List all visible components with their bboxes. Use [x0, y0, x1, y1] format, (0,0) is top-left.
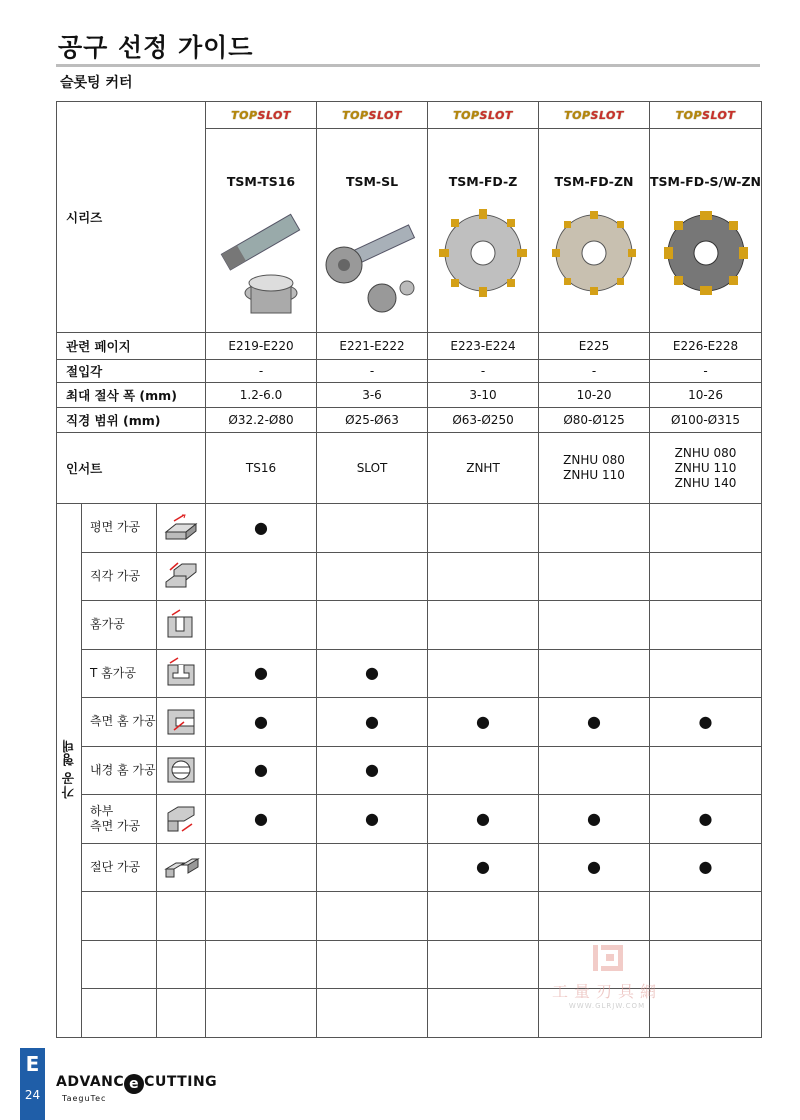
applicability-cell [650, 552, 762, 601]
applicability-cell [428, 601, 539, 650]
operation-name-line: 측면 가공 [90, 818, 141, 833]
section-tab [20, 1048, 45, 1120]
operation-name [82, 795, 157, 844]
operation-name-line: 평면 가공 [90, 520, 141, 535]
series-label: 시리즈 [57, 102, 206, 333]
operation-row [57, 795, 762, 844]
applicability-cell [206, 601, 317, 650]
insert-value [650, 433, 762, 504]
watermark-logo-icon [587, 943, 627, 975]
applicability-cell [206, 746, 317, 795]
series-name: TSM-FD-ZN [554, 174, 634, 189]
side-grooving-icon [157, 698, 206, 747]
applicability-cell [206, 940, 317, 989]
operation-name-line: 절단 가공 [90, 859, 141, 874]
insert-code: ZNHU 080 [563, 453, 625, 467]
brand-text-left: ADVANC [56, 1074, 125, 1090]
watermark-url: WWW.GLRJW.COM [568, 1002, 646, 1010]
applicability-cell [206, 698, 317, 747]
applicability-cell [428, 940, 539, 989]
applicability-cell [539, 601, 650, 650]
applicability-cell [206, 795, 317, 844]
related-page-value: E225 [539, 333, 650, 360]
series-cell [317, 129, 428, 333]
applicable-bullet: ● [476, 857, 490, 877]
insert-value [539, 433, 650, 504]
applicable-bullet: ● [254, 517, 268, 537]
applicability-cell [650, 843, 762, 892]
applicability-cell [428, 698, 539, 747]
applicability-cell [317, 504, 428, 553]
operation-row [57, 746, 762, 795]
applicable-bullet: ● [365, 760, 379, 780]
insert-value [206, 433, 317, 504]
diameter-range-value: Ø80-Ø125 [539, 408, 650, 433]
applicability-cell [650, 649, 762, 698]
page-title: 공구 선정 가이드 [58, 33, 254, 62]
cutting-angle-value: - [206, 360, 317, 383]
section-letter: E [25, 1052, 40, 1076]
related-page-label: 관련 페이지 [57, 333, 206, 360]
series-name: TSM-FD-S/W-ZN [650, 174, 762, 189]
operation-row [57, 552, 762, 601]
series-name: TSM-FD-Z [448, 174, 518, 189]
logo-right: SLOT [479, 109, 513, 122]
logo-right: SLOT [257, 109, 291, 122]
machining-type-text: 가공 형태 [61, 739, 76, 799]
logo-right: SLOT [368, 109, 402, 122]
max-cut-width-value: 1.2-6.0 [206, 383, 317, 408]
diameter-range-value: Ø32.2-Ø80 [206, 408, 317, 433]
diameter-range-value: Ø100-Ø315 [650, 408, 762, 433]
operation-name [82, 552, 157, 601]
diameter-range-label: 직경 범위 (mm) [57, 408, 206, 433]
max-cut-width-value: 10-26 [650, 383, 762, 408]
insert-code: ZNHU 080 [674, 445, 737, 460]
applicability-cell [206, 504, 317, 553]
series-cell [206, 129, 317, 333]
insert-code: SLOT [356, 460, 388, 475]
tool-image [539, 203, 649, 303]
applicability-cell [428, 795, 539, 844]
applicable-bullet: ● [587, 808, 601, 828]
applicability-cell [206, 843, 317, 892]
applicable-bullet: ● [254, 711, 268, 731]
applicable-bullet: ● [365, 808, 379, 828]
operation-name-line: 하부 [90, 803, 114, 818]
logo-left: TOP [564, 109, 591, 122]
title-divider [56, 64, 760, 67]
insert-code: ZNHU 140 [674, 475, 737, 490]
diameter-range-value: Ø25-Ø63 [317, 408, 428, 433]
applicable-bullet: ● [476, 808, 490, 828]
tool-selection-table [56, 101, 762, 1038]
insert-code: ZNHU 110 [563, 468, 625, 482]
applicability-cell [317, 601, 428, 650]
operation-row [57, 892, 762, 941]
brand-e-mark: e [124, 1074, 144, 1094]
applicability-cell [650, 795, 762, 844]
applicability-cell [317, 843, 428, 892]
operation-name [82, 989, 157, 1038]
applicability-cell [650, 504, 762, 553]
t-slot-icon [157, 649, 206, 698]
topslot-logo-text [676, 109, 736, 122]
brand-logo [56, 1074, 217, 1103]
applicability-cell [650, 601, 762, 650]
applicable-bullet: ● [254, 760, 268, 780]
slotting-icon [157, 601, 206, 650]
topslot-logo-text [564, 109, 624, 122]
tool-image [428, 203, 538, 303]
page-subtitle: 슬롯팅 커터 [60, 75, 133, 91]
applicability-cell [539, 504, 650, 553]
topslot-logo [317, 102, 428, 129]
applicable-bullet: ● [365, 663, 379, 683]
logo-left: TOP [675, 109, 703, 122]
operation-name [82, 698, 157, 747]
operation-name-line: 내경 홈 가공 [90, 762, 156, 777]
max-cut-width-value: 3-10 [428, 383, 539, 408]
applicability-cell [650, 746, 762, 795]
operation-name [82, 843, 157, 892]
max-cut-width-value: 3-6 [317, 383, 428, 408]
brand-subtext: TaeguTec [62, 1094, 107, 1103]
operation-row [57, 843, 762, 892]
tool-image [650, 203, 761, 303]
shoulder-milling-icon [157, 552, 206, 601]
logo-right: SLOT [590, 109, 624, 122]
applicability-cell [206, 892, 317, 941]
face-milling-icon [157, 504, 206, 553]
applicability-cell [317, 989, 428, 1038]
operation-row [57, 504, 762, 553]
applicability-cell [317, 746, 428, 795]
applicability-cell [206, 552, 317, 601]
applicability-cell [428, 892, 539, 941]
topslot-logo-text [453, 109, 513, 122]
cut-off-icon [157, 843, 206, 892]
tool-image [317, 203, 427, 323]
watermark [537, 943, 677, 1013]
applicability-cell [317, 649, 428, 698]
applicability-cell [428, 504, 539, 553]
insert-value [317, 433, 428, 504]
applicability-cell [317, 940, 428, 989]
applicability-cell [206, 989, 317, 1038]
topslot-logo [206, 102, 317, 129]
operation-row [57, 698, 762, 747]
applicability-cell [317, 552, 428, 601]
operation-row [57, 649, 762, 698]
logo-left: TOP [453, 109, 480, 122]
operation-name-line: 측면 홈 가공 [90, 714, 156, 729]
internal-grooving-icon [157, 746, 206, 795]
operation-name [82, 940, 157, 989]
applicability-cell [539, 892, 650, 941]
operation-name [82, 649, 157, 698]
brand-text-right: CUTTING [144, 1074, 218, 1090]
applicability-cell [206, 649, 317, 698]
applicability-cell [539, 843, 650, 892]
insert-code: ZNHT [466, 460, 500, 475]
applicability-cell [539, 649, 650, 698]
applicable-bullet: ● [254, 808, 268, 828]
series-cell [428, 129, 539, 333]
cutting-angle-value: - [428, 360, 539, 383]
undercut-icon [157, 795, 206, 844]
applicability-cell [317, 698, 428, 747]
cutting-angle-value: - [317, 360, 428, 383]
applicability-cell [539, 552, 650, 601]
empty-icon-cell [157, 940, 206, 989]
applicable-bullet: ● [587, 711, 601, 731]
series-name: TSM-SL [345, 174, 399, 189]
topslot-logo-text [342, 109, 402, 122]
machining-type-label [57, 504, 82, 1038]
applicable-bullet: ● [365, 711, 379, 731]
applicability-cell [539, 698, 650, 747]
empty-icon-cell [157, 989, 206, 1038]
applicable-bullet: ● [698, 857, 713, 877]
tool-image [206, 203, 316, 323]
related-page-value: E221-E222 [317, 333, 428, 360]
applicability-cell [539, 795, 650, 844]
max-cut-width-value: 10-20 [539, 383, 650, 408]
applicable-bullet: ● [254, 663, 268, 683]
operation-name [82, 746, 157, 795]
operation-name [82, 601, 157, 650]
applicable-bullet: ● [476, 711, 490, 731]
operation-name-line: T 홈가공 [90, 665, 136, 680]
page-number: 24 [24, 1088, 41, 1102]
topslot-logo [428, 102, 539, 129]
applicability-cell [428, 989, 539, 1038]
applicability-cell [428, 843, 539, 892]
logo-right: SLOT [702, 109, 736, 122]
max-cut-width-label: 최대 절삭 폭 (mm) [57, 383, 206, 408]
operation-name [82, 504, 157, 553]
logo-left: TOP [342, 109, 369, 122]
insert-label: 인서트 [57, 433, 206, 504]
applicable-bullet: ● [698, 711, 713, 731]
operation-row [57, 601, 762, 650]
related-page-value: E223-E224 [428, 333, 539, 360]
cutting-angle-label: 절입각 [57, 360, 206, 383]
series-cell [650, 129, 762, 333]
applicability-cell [317, 795, 428, 844]
series-cell [539, 129, 650, 333]
related-page-value: E226-E228 [650, 333, 762, 360]
related-page-value: E219-E220 [206, 333, 317, 360]
cutting-angle-value: - [650, 360, 762, 383]
insert-value [428, 433, 539, 504]
empty-icon-cell [157, 892, 206, 941]
diameter-range-value: Ø63-Ø250 [428, 408, 539, 433]
applicable-bullet: ● [698, 808, 713, 828]
topslot-logo [539, 102, 650, 129]
topslot-logo [650, 102, 762, 129]
applicability-cell [650, 698, 762, 747]
operation-name [82, 892, 157, 941]
series-name: TSM-TS16 [226, 174, 296, 189]
operation-name-line: 직각 가공 [90, 568, 141, 583]
applicability-cell [428, 552, 539, 601]
cutting-angle-value: - [539, 360, 650, 383]
applicability-cell [650, 892, 762, 941]
insert-code: TS16 [245, 460, 277, 475]
applicability-cell [428, 649, 539, 698]
applicability-cell [317, 892, 428, 941]
watermark-text: 工量刃具網 [551, 982, 662, 1001]
applicability-cell [428, 746, 539, 795]
applicable-bullet: ● [587, 857, 601, 877]
applicability-cell [539, 746, 650, 795]
logo-left: TOP [231, 109, 258, 122]
insert-code: ZNHU 110 [674, 460, 737, 475]
operation-name-line: 홈가공 [90, 617, 125, 632]
topslot-logo-text [231, 109, 291, 122]
